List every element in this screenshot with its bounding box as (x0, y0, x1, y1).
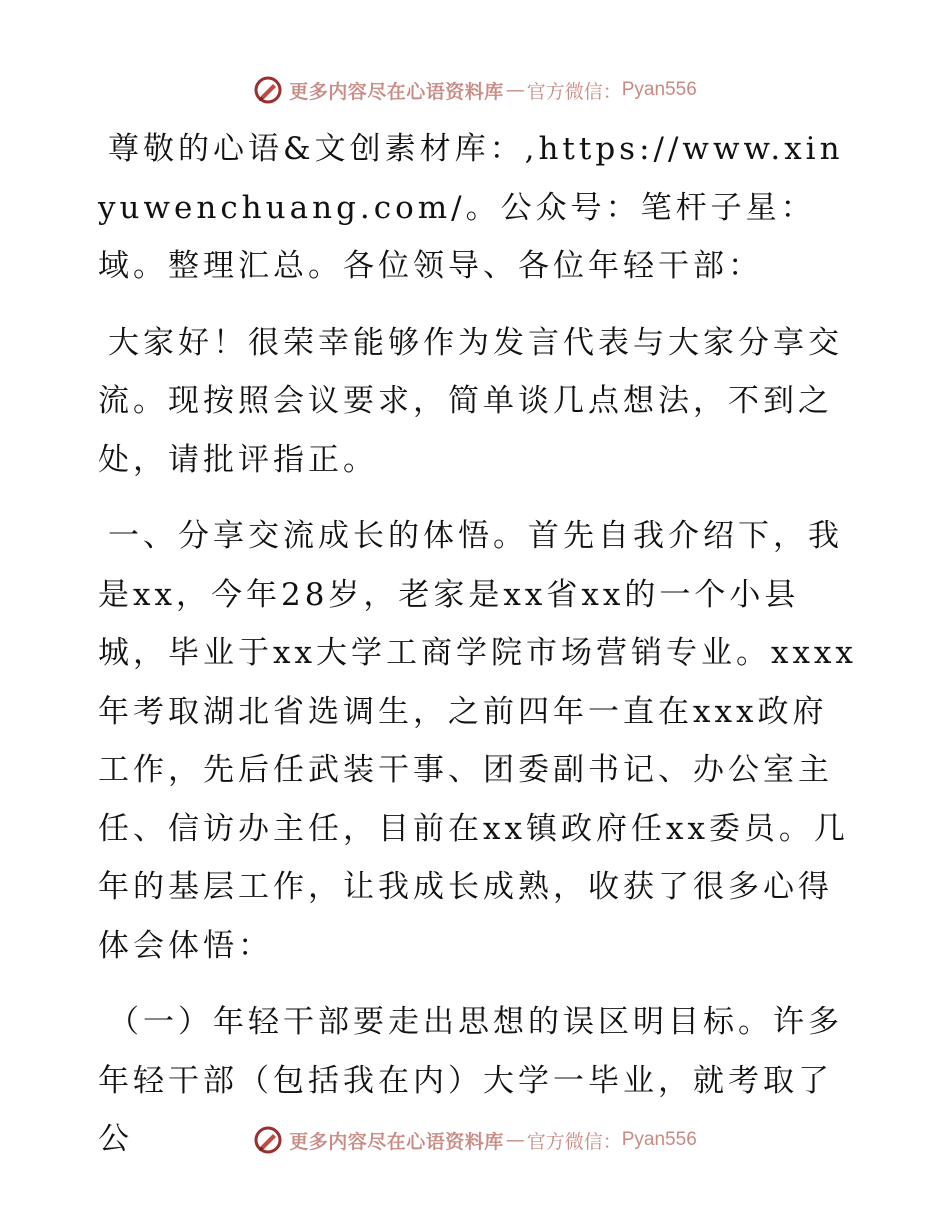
paragraph-intro: 大家好！很荣幸能够作为发言代表与大家分享交流。现按照会议要求，简单谈几点想法，不到之处，请批评指正。 (98, 324, 843, 478)
banner-main-text: 更多内容尽在心语资料库 (289, 1130, 504, 1153)
pen-logo-icon (253, 75, 283, 105)
paragraph-subsection-one: （一）年轻干部要走出思想的误区明目标。许多年轻干部（包括我在内）大学一毕业，就考取了公 (98, 1004, 843, 1157)
banner-wechat-id: Pyan556 (621, 1129, 697, 1150)
banner-dash: — (505, 79, 525, 101)
banner-wechat-label: 官方微信： (526, 1130, 622, 1153)
banner-wechat-id: Pyan556 (621, 79, 697, 100)
header-banner (0, 70, 950, 110)
banner-wechat-label: 官方微信： (526, 80, 622, 103)
footer-banner (0, 1120, 950, 1160)
paragraph-greeting: 尊敬的心语&文创素材库：,https://www.xinyuwenchuang.com/。公众号：笔杆子星：域。整理汇总。各位领导、各位年轻干部： (98, 131, 844, 284)
document-body (98, 120, 858, 1169)
paragraph-section-one: 一、分享交流成长的体悟。首先自我介绍下，我是xx，今年28岁，老家是xx省xx的一个小县城，毕业于xx大学工商学院市场营销专业。xxxx年考取湖北省选调生，之前四年一直在xxx政府工作，先后任武装干事、团委副书记、办公室主任、信访办主任，目前在xx镇政府任xx委员。几年的基层工作，让我成长成熟，收获了很多心得体会体悟： (98, 518, 857, 964)
banner-main-text: 更多内容尽在心语资料库 (289, 80, 504, 103)
banner-dash: — (505, 1129, 525, 1151)
pen-logo-icon (253, 1125, 283, 1155)
